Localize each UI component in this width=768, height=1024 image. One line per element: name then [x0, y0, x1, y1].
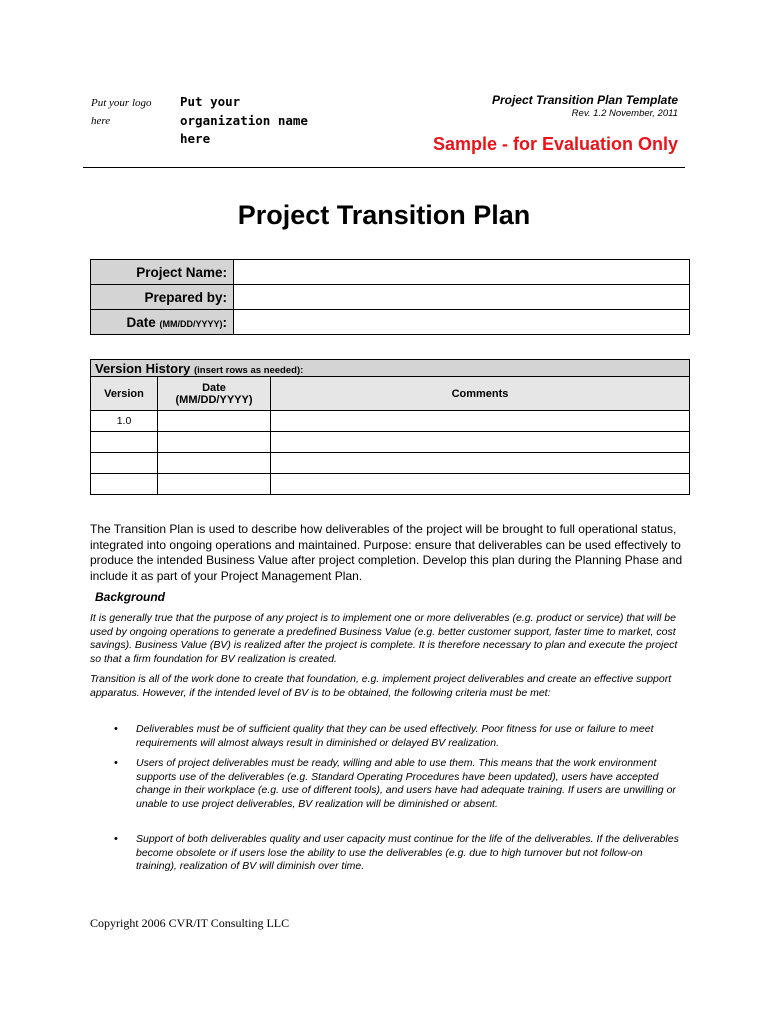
table-row	[91, 310, 690, 335]
bullet-item: Support of both deliverables quality and user capacity must continue for the life of the deliverables. If the deliverables become obsolete or if users lose the ability to use the deliverables (e.g. due to high turnover but not follow-on training), realization of BV will diminish over time.	[136, 833, 679, 872]
date-label	[91, 310, 234, 335]
background-paragraph-2: Transition is all of the work done to create that foundation, e.g. implement project deliverables and create an effective support apparatus. However, if the intended level of BV is to be obtained, the following criteria must be met:	[90, 673, 672, 699]
version-history-title: Version History	[95, 360, 191, 376]
table-row	[91, 474, 690, 495]
column-header-date	[158, 377, 271, 411]
version-cell[interactable]: 1.0	[91, 411, 158, 432]
version-cell[interactable]	[91, 474, 158, 495]
comments-cell[interactable]	[271, 411, 690, 432]
prepared-by-label: Prepared by:	[91, 285, 234, 310]
template-revision: Rev. 1.2 November, 2011	[571, 108, 678, 119]
page-title: Project Transition Plan	[237, 200, 531, 230]
bullet-marker: •	[114, 723, 118, 735]
project-info-table	[90, 259, 690, 335]
column-header-comments: Comments	[271, 377, 690, 411]
table-row	[91, 260, 690, 285]
table-row	[91, 453, 690, 474]
table-row	[91, 432, 690, 453]
table-row	[91, 360, 690, 377]
template-title: Project Transition Plan Template	[491, 93, 678, 107]
bullet-marker: •	[114, 757, 118, 769]
project-name-field[interactable]	[234, 260, 690, 285]
header-divider	[83, 167, 685, 168]
column-header-date-format: (MM/DD/YYYY)	[175, 393, 253, 406]
date-format-hint: (MM/DD/YYYY)	[159, 318, 223, 329]
table-row	[91, 285, 690, 310]
version-history-note: (insert rows as needed):	[194, 364, 304, 376]
version-history-table	[90, 359, 690, 495]
project-name-label: Project Name:	[91, 260, 234, 285]
background-heading: Background	[95, 590, 166, 604]
organization-name-placeholder: Put your organization name here	[180, 94, 308, 146]
table-row	[91, 411, 690, 432]
comments-cell[interactable]	[271, 474, 690, 495]
prepared-by-field[interactable]	[234, 285, 690, 310]
bullet-item: Deliverables must be of sufficient quality that they can be used effectively. Poor fitness for use or failure to meet requirements will almost always result in diminished or delayed BV realization.	[136, 723, 654, 749]
background-paragraph-1: It is generally true that the purpose of any project is to implement one or more deliverables (e.g. product or service) that will be used by ongoing operations to generate a predefined Business Value (e.g. better customer support, faster time to market, cost savings). Business Value (BV) is realized after the project is complete. It is therefore necessary to plan and execute the project so that a firm foundation for BV realization is created.	[90, 612, 678, 665]
table-row	[91, 377, 690, 411]
date-cell[interactable]	[158, 411, 271, 432]
column-header-date-label: Date	[202, 381, 226, 394]
copyright-footer: Copyright 2006 CVR/IT Consulting LLC	[90, 916, 290, 930]
date-cell[interactable]	[158, 453, 271, 474]
date-field[interactable]	[234, 310, 690, 335]
sample-notice: Sample - for Evaluation Only	[432, 134, 678, 154]
comments-cell[interactable]	[271, 453, 690, 474]
date-cell[interactable]	[158, 474, 271, 495]
logo-placeholder: Put your logo here	[91, 97, 152, 127]
bullet-item: Users of project deliverables must be ready, willing and able to use them. This means that the work environment supports use of the deliverables (e.g. Standard Operating Procedures have been updated), users have accepted change in their workplace (e.g. use of different tools), and users have had adequate training. If users are unwilling or unable to use project deliverables, BV realization will be diminished or absent.	[136, 757, 676, 810]
date-cell[interactable]	[158, 432, 271, 453]
column-header-version: Version	[91, 377, 158, 411]
version-history-header	[91, 360, 690, 377]
date-colon: :	[222, 314, 227, 330]
comments-cell[interactable]	[271, 432, 690, 453]
version-cell[interactable]	[91, 453, 158, 474]
intro-paragraph: The Transition Plan is used to describe how deliverables of the project will be brought to full operational status, integrated into ongoing operations and maintained. Purpose: ensure that deliverables can be used effectively to produce the intended Business Value after project completion. Develop this plan during the Planning Phase and include it as part of your Project Management Plan.	[90, 522, 683, 583]
date-label-text: Date	[126, 314, 156, 330]
bullet-marker: •	[114, 833, 118, 845]
version-cell[interactable]	[91, 432, 158, 453]
